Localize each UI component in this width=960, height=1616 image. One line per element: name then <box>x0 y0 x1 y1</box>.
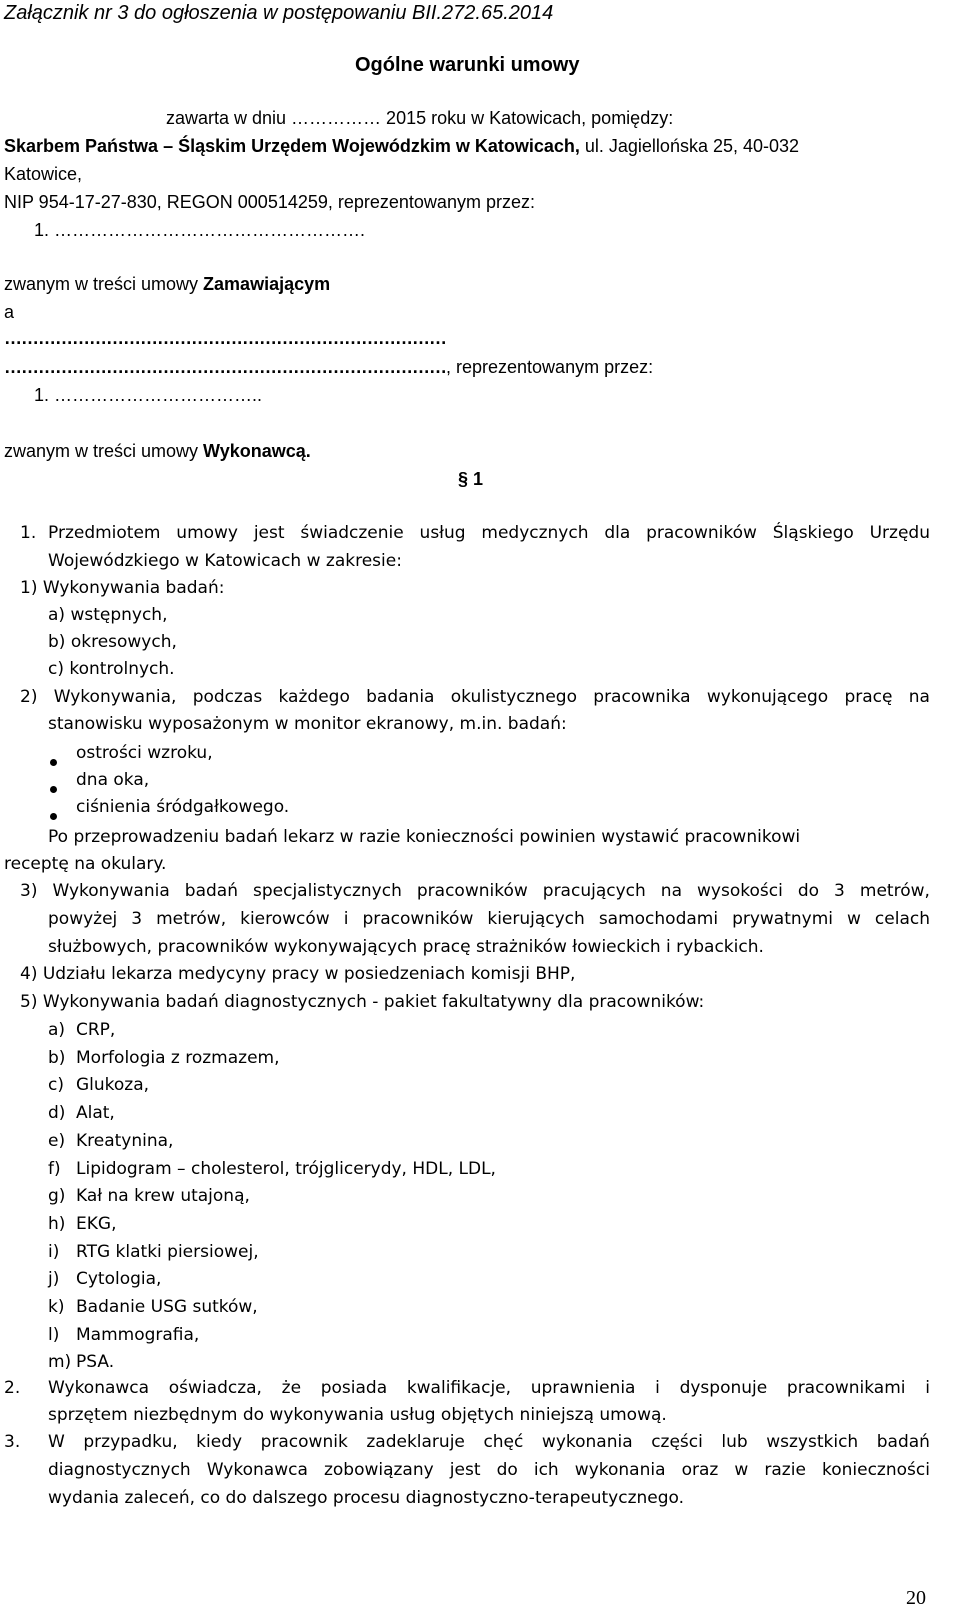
sublist-label: b) <box>48 1048 66 1068</box>
sublist-label: e) <box>48 1131 66 1151</box>
sublist-item: Kał na krew utajoną, <box>76 1186 250 1206</box>
item-1: 1) Wykonywania badań: <box>20 578 225 598</box>
item-2-line2: stanowisku wyposażonym w monitor ekranowy, m.in. badań: <box>48 714 567 734</box>
sublist-label: h) <box>48 1214 66 1234</box>
p1-line2: Wojewódzkiego w Katowicach w zakresie: <box>48 551 402 571</box>
p1-line1: Przedmiotem umowy jest świadczenie usług medycznych dla pracowników Śląskiego Urzędu <box>48 523 930 543</box>
p3-number: 3. <box>4 1432 21 1452</box>
sublist-label: d) <box>48 1103 66 1123</box>
sublist-label: k) <box>48 1297 65 1317</box>
sublist-item: Glukoza, <box>76 1075 150 1095</box>
sublist-label: m) <box>48 1352 72 1372</box>
called1-name: Zamawiającym <box>203 274 331 294</box>
bullet-1: ostrości wzroku, <box>76 743 213 763</box>
item-3-line2: powyżej 3 metrów, kierowców i pracowników kierujących samochodami prywatnymi w celach <box>48 909 930 929</box>
concluded-line: zawarta w dniu …………… 2015 roku w Katowicach, pomiędzy: <box>166 108 674 128</box>
bullet-2: dna oka, <box>76 770 150 790</box>
item-1a: a) wstępnych, <box>48 605 168 625</box>
sublist-item: CRP, <box>76 1020 116 1040</box>
sublist-label: j) <box>48 1269 60 1289</box>
p1-number: 1. <box>20 523 37 543</box>
p3-line1: W przypadku, kiedy pracownik zadeklaruje chęć wykonania części lub wszystkich badań <box>48 1432 930 1452</box>
bullet-icon <box>50 803 57 825</box>
after-note-line1: Po przeprowadzeniu badań lekarz w razie konieczności powinien wystawić pracownikowi <box>48 827 801 847</box>
bullet-3: ciśnienia śródgałkowego. <box>76 797 290 817</box>
item-1b: b) okresowych, <box>48 632 177 652</box>
sublist-label: a) <box>48 1020 66 1040</box>
sublist-item: Cytologia, <box>76 1269 162 1289</box>
p3-line2: diagnostycznych Wykonawca zobowiązany jest do ich wykonania oraz w razie konieczności <box>48 1460 930 1480</box>
sublist-label: c) <box>48 1075 64 1095</box>
city: Katowice, <box>4 164 83 184</box>
after-note-line2: receptę na okulary. <box>4 854 167 874</box>
page-number: 20 <box>906 1587 926 1609</box>
sublist-label: l) <box>48 1325 60 1345</box>
sublist-item: Badanie USG sutków, <box>76 1297 258 1317</box>
document-title: Ogólne warunki umowy <box>355 54 580 76</box>
called1-prefix: zwanym w treści umowy <box>4 274 204 294</box>
item-3-line1: 3) Wykonywania badań specjalistycznych pracowników pracujących na wysokości do 3 metrów, <box>20 881 930 901</box>
called2-prefix: zwanym w treści umowy <box>4 441 204 461</box>
contractor-dots-1: …………………………………………………………………… <box>4 328 446 348</box>
section-number: § 1 <box>458 469 484 489</box>
sublist-label: i) <box>48 1242 60 1262</box>
p2-line1: Wykonawca oświadcza, że posiada kwalifikacje, uprawnienia i dysponuje pracownikami i <box>48 1378 930 1398</box>
bullet-icon <box>50 749 57 771</box>
sublist-item: Lipidogram – cholesterol, trójglicerydy, HDL, LDL, <box>76 1159 496 1179</box>
item-1c: c) kontrolnych. <box>48 659 175 679</box>
called2-name: Wykonawcą. <box>203 441 311 461</box>
representative-1: 1. ……………………………………………. <box>34 220 366 240</box>
sublist-item: EKG, <box>76 1214 117 1234</box>
sublist-item: Kreatynina, <box>76 1131 174 1151</box>
contractor-dots-2: …………………………………………………………………… <box>4 357 446 377</box>
sublist-item: Morfologia z rozmazem, <box>76 1048 280 1068</box>
sublist-item: RTG klatki piersiowej, <box>76 1242 259 1262</box>
sublist-item: Alat, <box>76 1103 115 1123</box>
p2-line2: sprzętem niezbędnym do wykonywania usług objętych niniejszą umową. <box>48 1405 667 1425</box>
p3-line3: wydania zaleceń, co do dalszego procesu diagnostyczno-terapeutycznego. <box>48 1488 685 1508</box>
attachment-header: Załącznik nr 3 do ogłoszenia w postępowaniu BII.272.65.2014 <box>4 2 554 24</box>
item-2-line1: 2) Wykonywania, podczas każdego badania okulistycznego pracownika wykonującego pracę na <box>20 687 930 707</box>
item-4: 4) Udziału lekarza medycyny pracy w posiedzeniach komisji BHP, <box>20 964 576 984</box>
sublist-label: g) <box>48 1186 66 1206</box>
party1-address: ul. Jagiellońska 25, 40-032 <box>584 136 800 156</box>
item-5: 5) Wykonywania badań diagnostycznych - pakiet fakultatywny dla pracowników: <box>20 992 705 1012</box>
item-3-line3: służbowych, pracowników wykonywających pracę strażników łowieckich i rybackich. <box>48 937 764 957</box>
representative-2-label: , reprezentowanym przez: <box>446 357 654 377</box>
nip-regon: NIP 954-17-27-830, REGON 000514259, reprezentowanym przez: <box>4 192 535 212</box>
sublist-item: PSA. <box>76 1352 115 1372</box>
bullet-icon <box>50 776 57 798</box>
sublist-item: Mammografia, <box>76 1325 200 1345</box>
party1-name: Skarbem Państwa – Śląskim Urzędem Wojewódzkim w Katowicach, <box>4 136 580 156</box>
p2-number: 2. <box>4 1378 21 1398</box>
representative-2: 1. …………………………….. <box>34 385 263 405</box>
and-word: a <box>4 302 15 322</box>
sublist-label: f) <box>48 1159 61 1179</box>
